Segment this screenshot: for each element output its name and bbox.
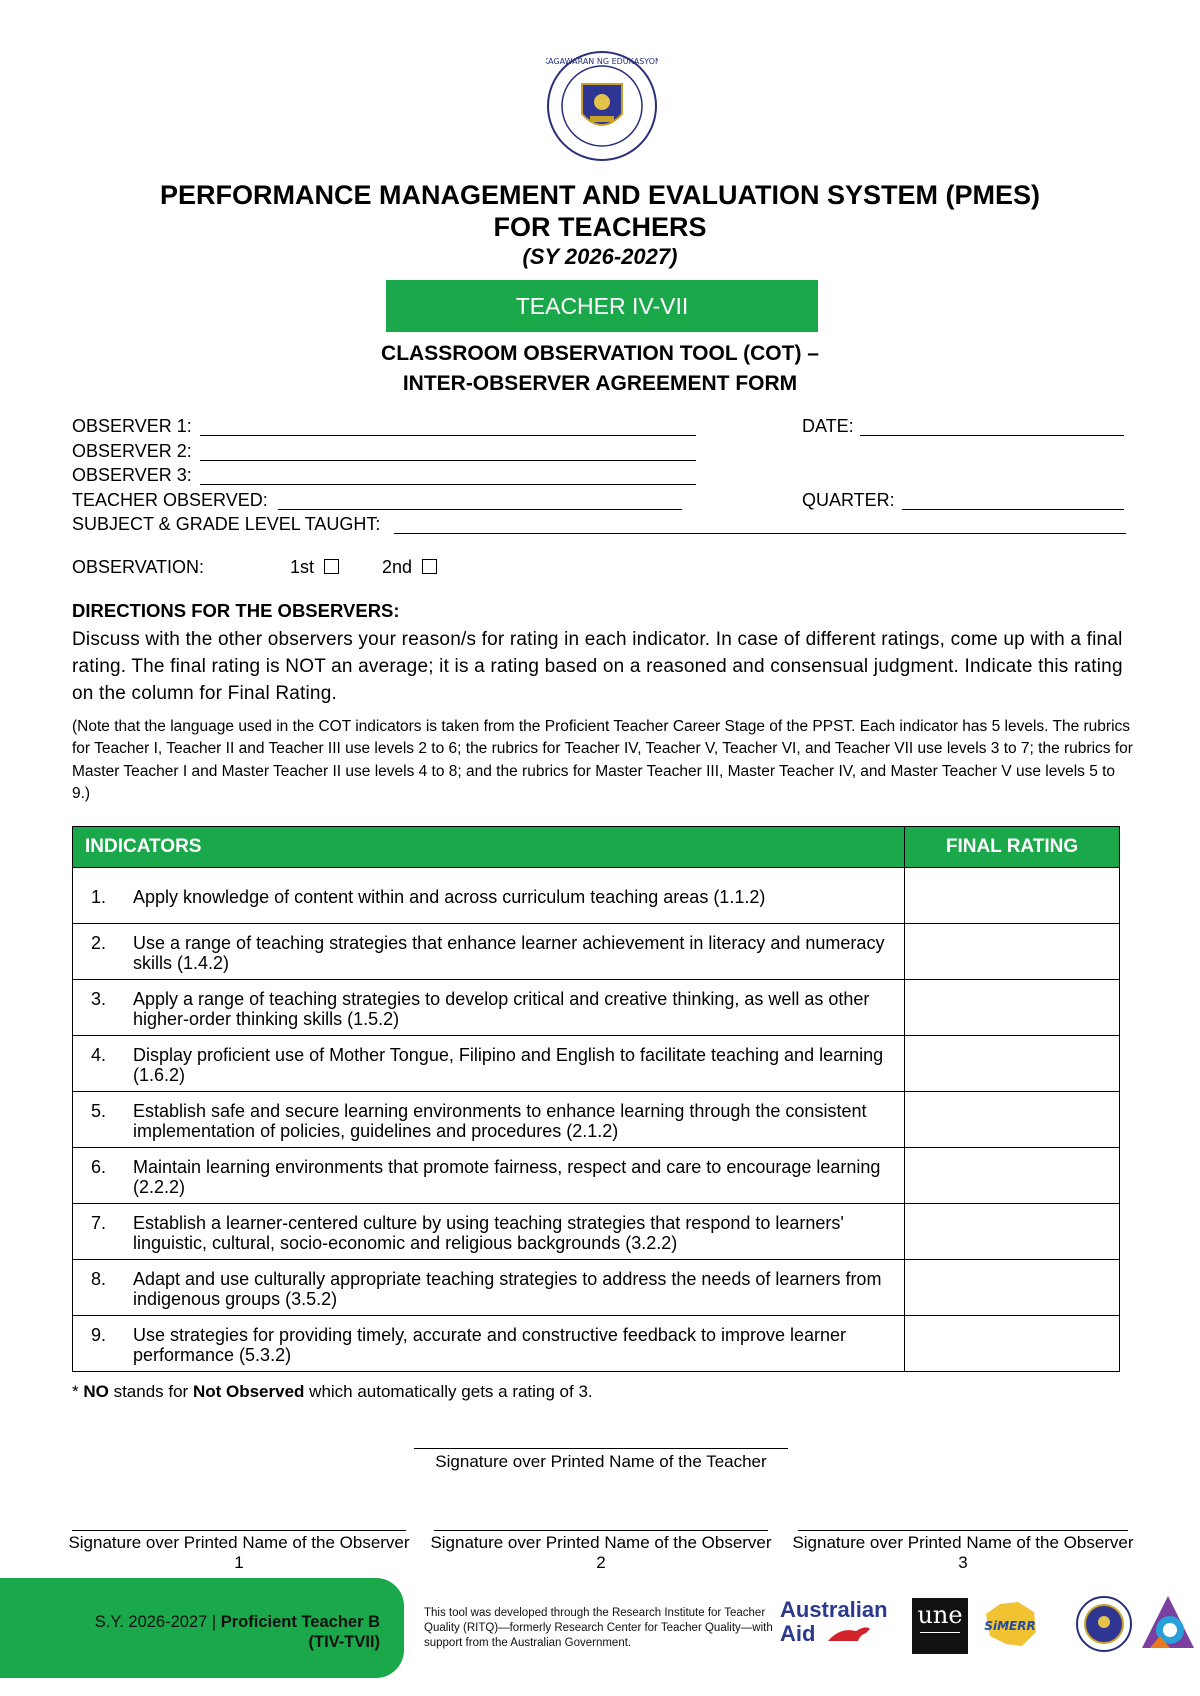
- indicator-number: 6.: [91, 1156, 107, 1177]
- indicator-cell: [73, 924, 905, 980]
- indicator-cell: [73, 1036, 905, 1092]
- final-rating-cell[interactable]: [905, 1316, 1120, 1372]
- first-checkbox[interactable]: [324, 559, 339, 574]
- indicator-text: Apply knowledge of content within and across curriculum teaching areas (1.1.2): [133, 886, 766, 907]
- teacher-observed-label: TEACHER OBSERVED:: [72, 490, 268, 510]
- indicator-cell: [73, 980, 905, 1036]
- no-note-suffix: which automatically gets a rating of 3.: [304, 1382, 593, 1401]
- simerr-logo-text: SiMERR: [984, 1619, 1036, 1633]
- indicator-content: [73, 985, 904, 1031]
- indicator-number: 3.: [91, 988, 107, 1009]
- teacher-signature-line[interactable]: [414, 1448, 788, 1449]
- indicator-content: [73, 1321, 904, 1367]
- no-note-no: NO: [83, 1382, 109, 1401]
- final-rating-cell[interactable]: [905, 980, 1120, 1036]
- form-title-line2: INTER-OBSERVER AGREEMENT FORM: [402, 372, 798, 395]
- indicator-content: [73, 883, 904, 909]
- une-logo-text: une: [917, 1601, 963, 1629]
- observer2-signature-line[interactable]: [434, 1530, 768, 1531]
- deped-seal: [546, 50, 658, 162]
- footer-credit: This tool was developed through the Research Institute for Teacher Quality (RITQ)—formerly Research Center for Teacher Quality—with support from the Australian Government.: [424, 1607, 773, 1649]
- observer2-label: OBSERVER 2:: [72, 441, 192, 461]
- indicator-text: Use a range of teaching strategies that enhance learner achievement in literacy and numeracy skills (1.4.2): [133, 932, 885, 973]
- quarter-label: QUARTER:: [802, 490, 895, 510]
- page-title-line2: FOR TEACHERS: [493, 212, 707, 242]
- table-row: [73, 1204, 1120, 1260]
- indicators-table: [72, 826, 1120, 1372]
- levels-note: (Note that the language used in the COT indicators is taken from the Proficient Teacher Career Stage of the PPST. Each indicator has 5 levels. The rubrics for Teacher I, Teacher II and Teacher III use levels 2 to 6; the rubrics for Teacher IV, Teacher V, Teacher VI, and Teacher VII use levels 3 to 7; the rubrics for Master Teacher I and Master Teacher II use levels 4 to 8; and the rubrics for Master Teacher III, Master Teacher IV, and Master Teacher V use levels 5 to 9.): [72, 718, 1133, 803]
- second-checkbox[interactable]: [422, 559, 437, 574]
- indicator-number: 8.: [91, 1268, 107, 1289]
- observer1-signature-line[interactable]: [72, 1530, 406, 1531]
- table-row: [73, 1036, 1120, 1092]
- indicator-text: Adapt and use culturally appropriate teaching strategies to address the needs of learners from indigenous groups (3.5.2): [133, 1268, 882, 1309]
- indicator-number: 5.: [91, 1100, 107, 1121]
- table-row: [73, 868, 1120, 924]
- date-label: DATE:: [802, 416, 854, 436]
- form-title-line1: CLASSROOM OBSERVATION TOOL (COT) –: [381, 342, 819, 365]
- indicator-text: Display proficient use of Mother Tongue, Filipino and English to facilitate teaching and learning (1.6.2): [133, 1044, 884, 1085]
- indicator-cell: [73, 1260, 905, 1316]
- indicator-text: Use strategies for providing timely, accurate and constructive feedback to improve learner performance (5.3.2): [133, 1324, 847, 1365]
- indicator-number: 4.: [91, 1044, 107, 1065]
- table-row: [73, 1092, 1120, 1148]
- no-note-not-observed: Not Observed: [192, 1382, 305, 1401]
- table-row: [73, 1316, 1120, 1372]
- observer2-signature-label: Signature over Printed Name of the Observer 2: [430, 1533, 772, 1572]
- ritq-logo: [1140, 1592, 1196, 1654]
- table-row: [73, 1260, 1120, 1316]
- indicator-text: Establish safe and secure learning environments to enhance learning through the consistent implementation of policies, guidelines and procedures (2.1.2): [133, 1100, 867, 1141]
- observer1-signature-label: Signature over Printed Name of the Observer 1: [68, 1533, 410, 1572]
- final-rating-cell[interactable]: [905, 924, 1120, 980]
- seal-text: KAGAWARAN NG EDUKASYON: [546, 57, 658, 66]
- table-row: [73, 980, 1120, 1036]
- no-note: [72, 1382, 593, 1402]
- second-observation: [382, 557, 437, 578]
- final-rating-cell[interactable]: [905, 868, 1120, 924]
- indicator-content: [73, 1097, 904, 1143]
- final-rating-cell[interactable]: [905, 1036, 1120, 1092]
- teacher-observed-line[interactable]: [278, 509, 682, 510]
- table-row: [73, 924, 1120, 980]
- directions-body: Discuss with the other observers your reason/s for rating in each indicator. In case of different ratings, come up with a final rating. The final rating is NOT an average; it is a rating based on a reasoned and consensual judgment. Indicate this rating on the column for Final Rating.: [72, 629, 1123, 704]
- page-title-line1: PERFORMANCE MANAGEMENT AND EVALUATION SYSTEM (PMES): [159, 180, 1040, 210]
- first-observation: [290, 557, 339, 578]
- indicator-text: Establish a learner-centered culture by using teaching strategies that respond to learners' linguistic, cultural, socio-economic and religious backgrounds (3.2.2): [133, 1212, 844, 1253]
- footer-stage-name: Proficient Teacher B: [220, 1613, 380, 1631]
- date-line[interactable]: [860, 435, 1124, 436]
- indicator-cell: [73, 1316, 905, 1372]
- observer3-label: OBSERVER 3:: [72, 465, 192, 485]
- subject-grade-line[interactable]: [394, 533, 1126, 534]
- indicator-number: 1.: [91, 886, 107, 907]
- indicator-cell: [73, 1204, 905, 1260]
- school-year: (SY 2026-2027): [522, 244, 678, 269]
- observer2-line[interactable]: [200, 460, 696, 461]
- indicator-content: [73, 1209, 904, 1255]
- indicator-cell: [73, 1148, 905, 1204]
- observer3-signature-label: Signature over Printed Name of the Observer 3: [792, 1533, 1134, 1572]
- footer-range: (TIV-TVII): [308, 1633, 380, 1651]
- position-band: [386, 280, 818, 332]
- observer3-line[interactable]: [200, 484, 696, 485]
- indicator-content: [73, 1041, 904, 1087]
- indicator-text: Maintain learning environments that promote fairness, respect and care to encourage learning (2.2.2): [133, 1156, 881, 1197]
- first-label: 1st: [290, 557, 315, 577]
- directions-heading: DIRECTIONS FOR THE OBSERVERS:: [72, 600, 400, 621]
- aa-logo-line1: Australian: [780, 1597, 888, 1622]
- col-final-rating: FINAL RATING: [905, 827, 1120, 868]
- table-row: [73, 1148, 1120, 1204]
- simerr-logo: [978, 1596, 1042, 1654]
- final-rating-cell[interactable]: [905, 1204, 1120, 1260]
- indicator-content: [73, 1265, 904, 1311]
- observer3-signature-line[interactable]: [798, 1530, 1128, 1531]
- subject-grade-label: SUBJECT & GRADE LEVEL TAUGHT:: [72, 514, 381, 534]
- une-logo: [912, 1598, 968, 1654]
- final-rating-cell[interactable]: [905, 1260, 1120, 1316]
- indicator-number: 9.: [91, 1324, 107, 1345]
- indicator-text: Apply a range of teaching strategies to develop critical and creative thinking, as well as other higher-order thinking skills (1.5.2): [133, 988, 870, 1029]
- kangaroo-icon: [822, 1623, 882, 1645]
- no-note-prefix: *: [72, 1382, 84, 1401]
- indicator-cell: [73, 868, 905, 924]
- final-rating-cell[interactable]: [905, 1092, 1120, 1148]
- indicator-cell: [73, 1092, 905, 1148]
- indicator-content: [73, 929, 904, 975]
- observation-label: OBSERVATION:: [72, 557, 205, 577]
- teacher-signature-label: Signature over Printed Name of the Teacher: [435, 1452, 767, 1471]
- position-band-label: TEACHER IV-VII: [515, 292, 689, 319]
- final-rating-cell[interactable]: [905, 1148, 1120, 1204]
- indicator-number: 7.: [91, 1212, 107, 1233]
- no-note-mid: stands for: [108, 1382, 193, 1401]
- second-label: 2nd: [382, 557, 413, 577]
- observer1-label: OBSERVER 1:: [72, 416, 192, 436]
- observer1-line[interactable]: [200, 435, 696, 436]
- indicator-number: 2.: [91, 932, 107, 953]
- australian-aid-logo: [780, 1598, 896, 1654]
- col-indicators: INDICATORS: [73, 827, 905, 868]
- aa-logo-line2: Aid: [780, 1621, 816, 1646]
- table-header-row: [73, 827, 1120, 868]
- indicator-content: [73, 1153, 904, 1199]
- quarter-line[interactable]: [902, 509, 1124, 510]
- deped-footer-seal: [1076, 1594, 1132, 1654]
- footer-stage: [60, 1612, 380, 1652]
- footer-sy: S.Y. 2026-2027 |: [94, 1613, 221, 1631]
